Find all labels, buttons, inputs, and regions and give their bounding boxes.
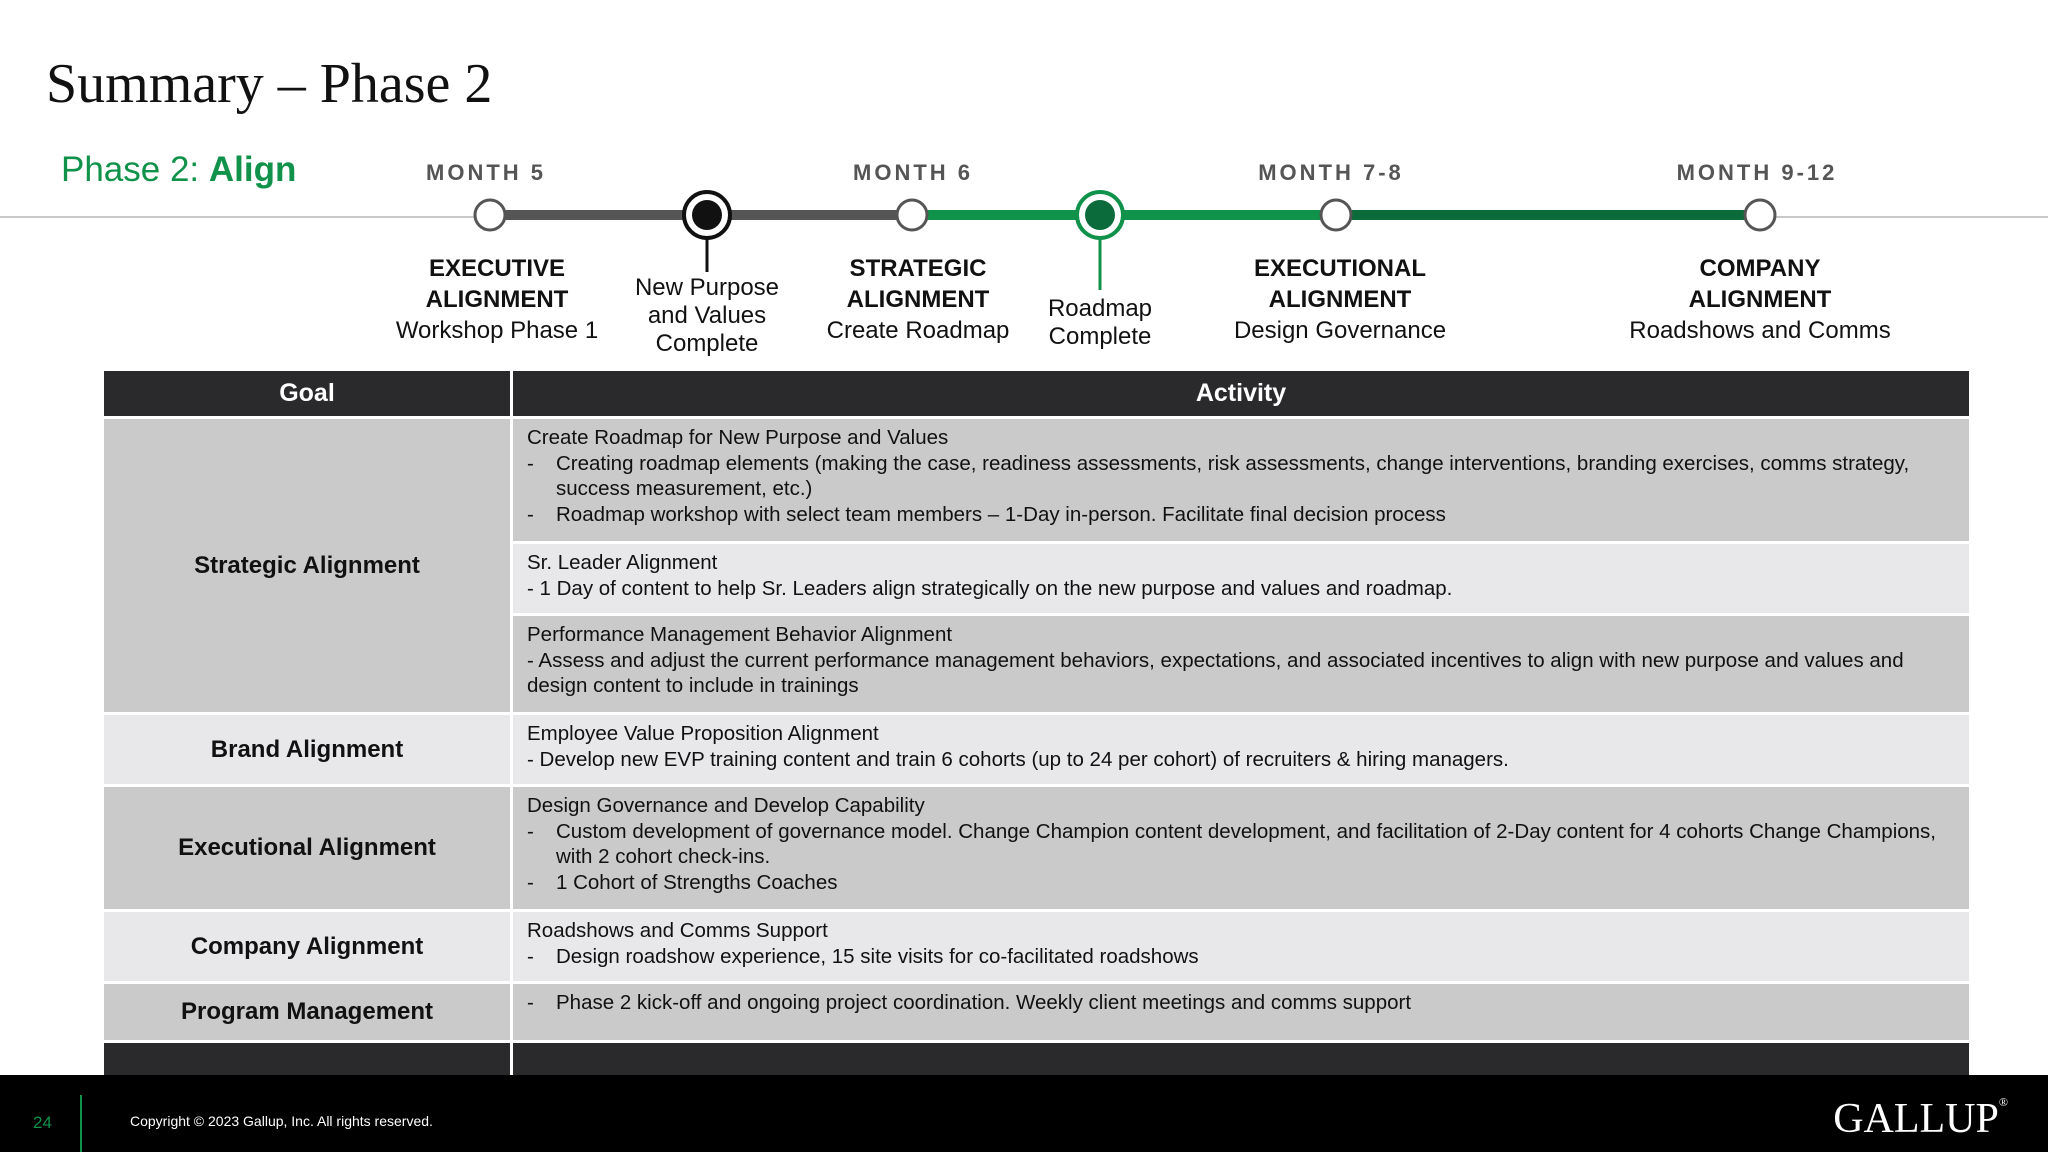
milestone-subtitle: Workshop Phase 1 (395, 317, 599, 344)
milestone-executional (1234, 253, 1446, 346)
table-row (104, 715, 1969, 784)
bullet-dash: - (527, 944, 534, 968)
goal-brand-alignment: Brand Alignment (104, 715, 510, 784)
bullet-text: Design roadshow experience, 15 site visits for co-facilitated roadshows (556, 944, 1199, 968)
activity-bullet (527, 944, 1955, 970)
milestone-subtitle: Roadshows and Comms (1629, 317, 1891, 344)
activity-title: Design Governance and Develop Capability (527, 794, 925, 817)
goal-header: Goal (104, 371, 510, 416)
footer-bar (0, 1075, 2048, 1152)
activity-cell (513, 715, 1969, 784)
month-label-6: MONTH 6 (853, 160, 973, 185)
milestone-company (1629, 253, 1890, 346)
bullet-dash: - (527, 451, 534, 475)
activity-title: Employee Value Proposition Alignment (527, 722, 879, 745)
milestone-roadmap (1048, 295, 1152, 351)
milestone-title: STRATEGIC (849, 255, 987, 282)
activity-text: - Develop new EVP training content and train 6 cohorts (up to 24 per cohort) of recruiters & hiring managers. (527, 747, 1509, 771)
milestone-text: and Values (647, 302, 767, 329)
bullet-text: Creating roadmap elements (making the case, readiness assessments, risk assessments, change interventions, branding exercises, comms strategy, success measurement, etc.) (556, 451, 1910, 500)
milestone-node-executive (475, 200, 505, 230)
milestone-text: Complete (655, 330, 759, 357)
logo-text: GALLUP (1833, 1096, 1999, 1142)
activity-bullet (527, 990, 1955, 1016)
month-label-9-12: MONTH 9-12 (1676, 160, 1838, 185)
activity-cell (513, 984, 1969, 1040)
phase-prefix: Phase 2: (61, 150, 209, 189)
milestone-node-executional (1321, 200, 1351, 230)
milestone-title: ALIGNMENT (846, 286, 990, 313)
activity-cell (513, 616, 1969, 712)
milestone-title: ALIGNMENT (425, 286, 569, 313)
milestone-title: ALIGNMENT (1688, 286, 1832, 313)
footer-divider (80, 1095, 82, 1152)
milestone-subtitle: Design Governance (1233, 317, 1447, 344)
goal-company-alignment: Company Alignment (104, 912, 510, 981)
milestone-node-purpose-core (692, 200, 722, 230)
activity-cell (513, 419, 1969, 541)
table-row (104, 912, 1969, 981)
activity-cell (513, 544, 1969, 613)
phase-name: Align (208, 150, 297, 189)
goal-executional-alignment: Executional Alignment (104, 787, 510, 909)
activity-bullet (527, 502, 1955, 528)
milestone-title: COMPANY (1699, 255, 1821, 282)
milestone-purpose (635, 274, 779, 358)
milestone-title: EXECUTIVE (428, 255, 566, 282)
milestone-executive (396, 253, 598, 346)
milestone-node-roadmap-core (1085, 200, 1115, 230)
logo-registered-mark: ® (1998, 1095, 2008, 1109)
copyright: Copyright © 2023 Gallup, Inc. All rights reserved. (130, 1113, 433, 1129)
milestone-title: EXECUTIONAL (1253, 255, 1426, 282)
activity-title: Performance Management Behavior Alignment (527, 623, 953, 646)
milestone-node-strategic (897, 200, 927, 230)
goal-program-management: Program Management (104, 984, 510, 1040)
bullet-text: 1 Cohort of Strengths Coaches (556, 870, 838, 894)
activity-bullet (527, 819, 1955, 870)
milestone-text: Roadmap (1047, 295, 1153, 322)
month-label-7-8: MONTH 7-8 (1258, 160, 1404, 185)
page-number: 24 (33, 1113, 52, 1132)
goal-strategic-alignment: Strategic Alignment (104, 419, 510, 712)
milestone-text: Complete (1048, 323, 1152, 350)
milestone-text: New Purpose (634, 274, 780, 301)
milestone-strategic (827, 253, 1010, 346)
gallup-logo (1833, 1095, 2008, 1143)
activity-bullet (527, 451, 1955, 502)
bullet-text: Custom development of governance model. Change Champion content development, and facilitation of 2-Day content for 4 cohorts Change Champions, with 2 cohort check-ins. (556, 819, 1937, 868)
table-row (104, 419, 1969, 541)
activity-cell (513, 787, 1969, 909)
milestone-node-company (1745, 200, 1775, 230)
activity-cell (513, 912, 1969, 981)
bullet-dash: - (527, 991, 534, 1014)
activity-title: Create Roadmap for New Purpose and Values (527, 426, 949, 449)
table-header-row (104, 371, 1969, 416)
bullet-dash: - (527, 502, 534, 526)
bullet-text: Roadmap workshop with select team members – 1-Day in-person. Facilitate final decision process (556, 502, 1446, 526)
activity-text: - 1 Day of content to help Sr. Leaders align strategically on the new purpose and values and roadmap. (527, 576, 1453, 600)
month-label-5: MONTH 5 (426, 160, 546, 185)
activity-title: Roadshows and Comms Support (527, 919, 828, 942)
milestone-subtitle: Create Roadmap (826, 317, 1010, 344)
activity-title: Sr. Leader Alignment (527, 551, 718, 574)
table-row (104, 984, 1969, 1040)
page-title: Summary – Phase 2 (46, 53, 493, 115)
bullet-text: Phase 2 kick-off and ongoing project coordination. Weekly client meetings and comms support (556, 991, 1412, 1014)
activity-bullet (527, 870, 1955, 896)
bullet-dash: - (527, 870, 534, 894)
activity-text: - Assess and adjust the current performance management behaviors, expectations, and associated incentives to align with new purpose and values and design content to include in trainings (527, 648, 1904, 697)
milestone-title: ALIGNMENT (1268, 286, 1412, 313)
table-row (104, 787, 1969, 909)
goal-activity-table (101, 368, 1972, 1086)
activity-header: Activity (513, 371, 1969, 416)
bullet-dash: - (527, 819, 534, 843)
